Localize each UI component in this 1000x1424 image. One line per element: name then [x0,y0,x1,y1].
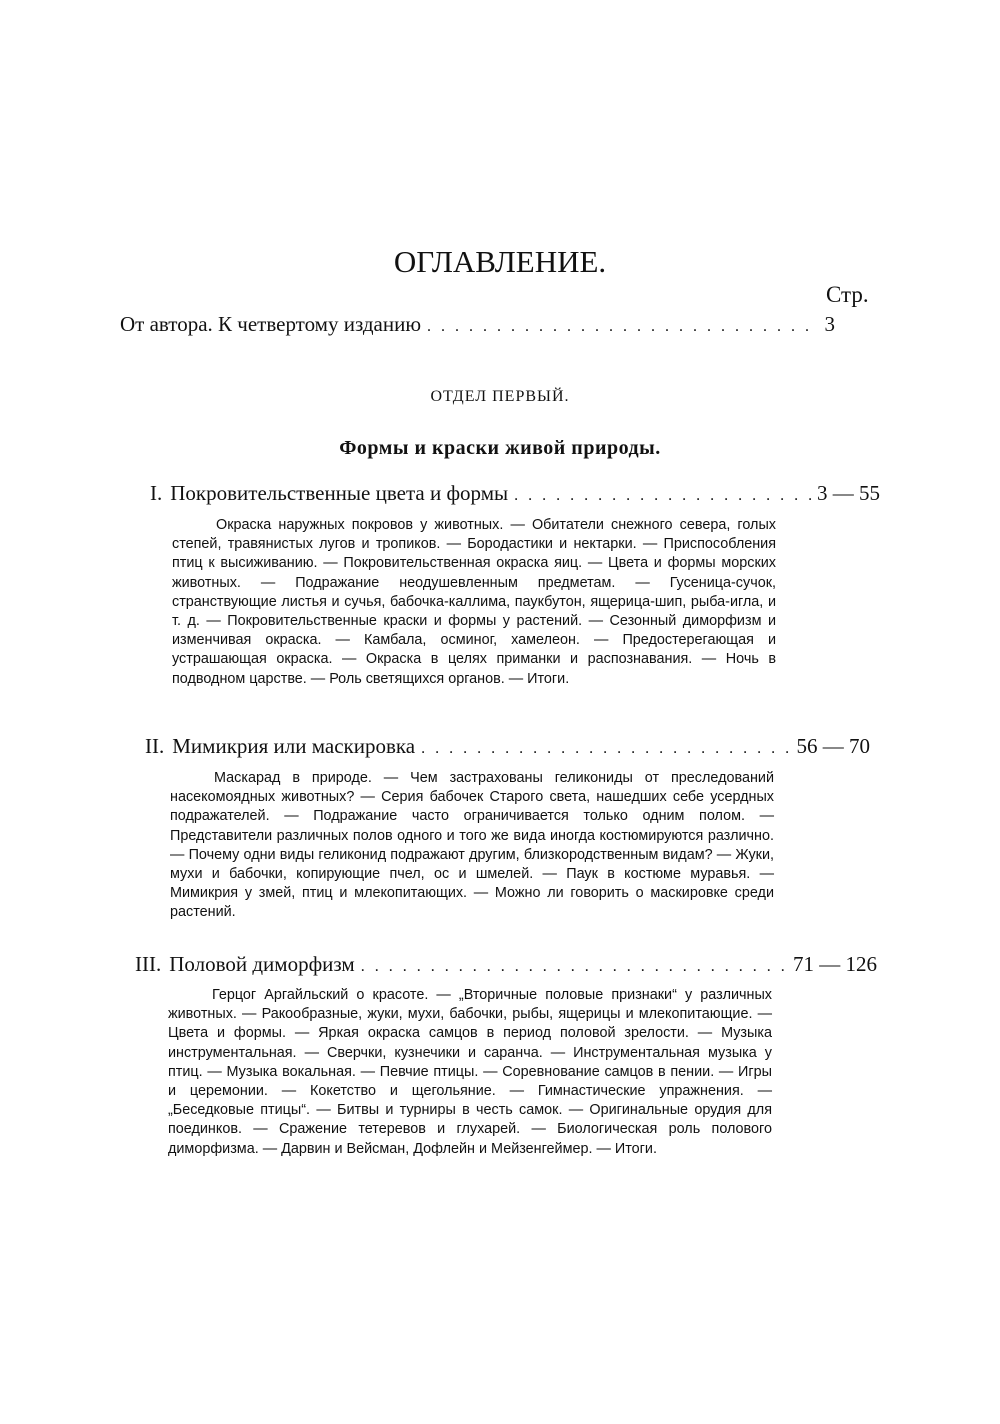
chapter-number: I. [150,481,163,505]
chapter-title: Половой диморфизм [169,952,355,976]
chapter-pages: 3 — 55 [817,481,880,505]
leader-dots [514,487,811,505]
preface-entry [120,312,835,337]
chapter-summary: Окраска наружных покровов у животных. — Обитатели снежного севера, голых степей, травянистых лугов и тропиков. — Бородастики и нектарки. — Приспособления птиц к высиживанию. — Покровительственная окраска яиц. — Цвета и формы морских животных. — Подражание неодушевленным предметам. — Гусеница-сучок, странствующие листья и сучья, бабочка-каллима, паукбутон, ящерица-шип, рыба-игла, и т. д. — Покровительственные краски и формы у растений. — Сезонный диморфизм и изменчивая окраска. — Камбала, осминог, хамелеон. — Предостерегающая и устрашающая окраска. — Окраска в целях приманки и распознавания. — Ночь в подводном царстве. — Роль светящихся органов. — Итоги. [172,517,776,687]
chapter-entry [145,734,870,759]
chapter-entry [135,952,877,977]
chapter-pages: 56 — 70 [796,734,870,758]
section-title: Формы и краски живой природы. [339,437,661,459]
page-column-label: Стр. [826,282,869,307]
chapter-pages: 71 — 126 [793,952,877,976]
preface-title: От автора. К четвертому изданию [120,312,422,336]
section-heading: ОТДЕЛ ПЕРВЫЙ. [430,388,570,405]
leader-dots [361,958,787,976]
preface-page: 3 [824,312,835,336]
chapter-title: Покровительственные цвета и формы [170,481,509,505]
chapter-entry [150,481,880,506]
chapter-number: II. [145,734,165,758]
leader-dots [421,740,790,758]
chapter-summary: Герцог Аргайльский о красоте. — „Вторичные половые признаки“ у различных животных. — Ракообразные, жуки, мухи, бабочки, рыбы, ящерицы и млекопитающие. — Цвета и формы. — Яркая окраска самцов в период половой зрелости. — Музыка инструментальная. — Сверчки, кузнечики и саранча. — Инструментальная музыка у птиц. — Музыка вокальная. — Певчие птицы. — Соревнование самцов в пении. — Игры и церемонии. — Кокетство и щегольяние. — Гимнастические упражнения. — „Беседковые птицы“. — Битвы и турниры в честь самок. — Оригинальные орудия для поединков. — Сражение тетеревов и глухарей. — Биологическая роль полового диморфизма. — Дарвин и Вейсман, Дофлейн и Мейзенгеймер. — Итоги. [168,987,772,1157]
page-title: ОГЛАВЛЕНИЕ. [393,244,607,279]
chapter-title: Мимикрия или маскировка [172,734,416,758]
chapter-number: III. [135,952,162,976]
leader-dots [427,318,818,336]
chapter-summary: Маскарад в природе. — Чем застрахованы геликониды от преследований насекомоядных животных? — Серия бабочек Старого света, нашедших себе усердных подражателей. — Подражание часто ограничивается только одним полом. — Представители различных полов одного и того же вида иногда костюмируются различно. — Почему одни виды геликонид подражают другим, близкородственным видам? — Жуки, мухи и бабочки, копирующие пчел, ос и шмелей. — Паук в костюме муравья. — Мимикрия у змей, птиц и млекопитающих. — Можно ли говорить о маскировке среди растений. [170,770,774,921]
